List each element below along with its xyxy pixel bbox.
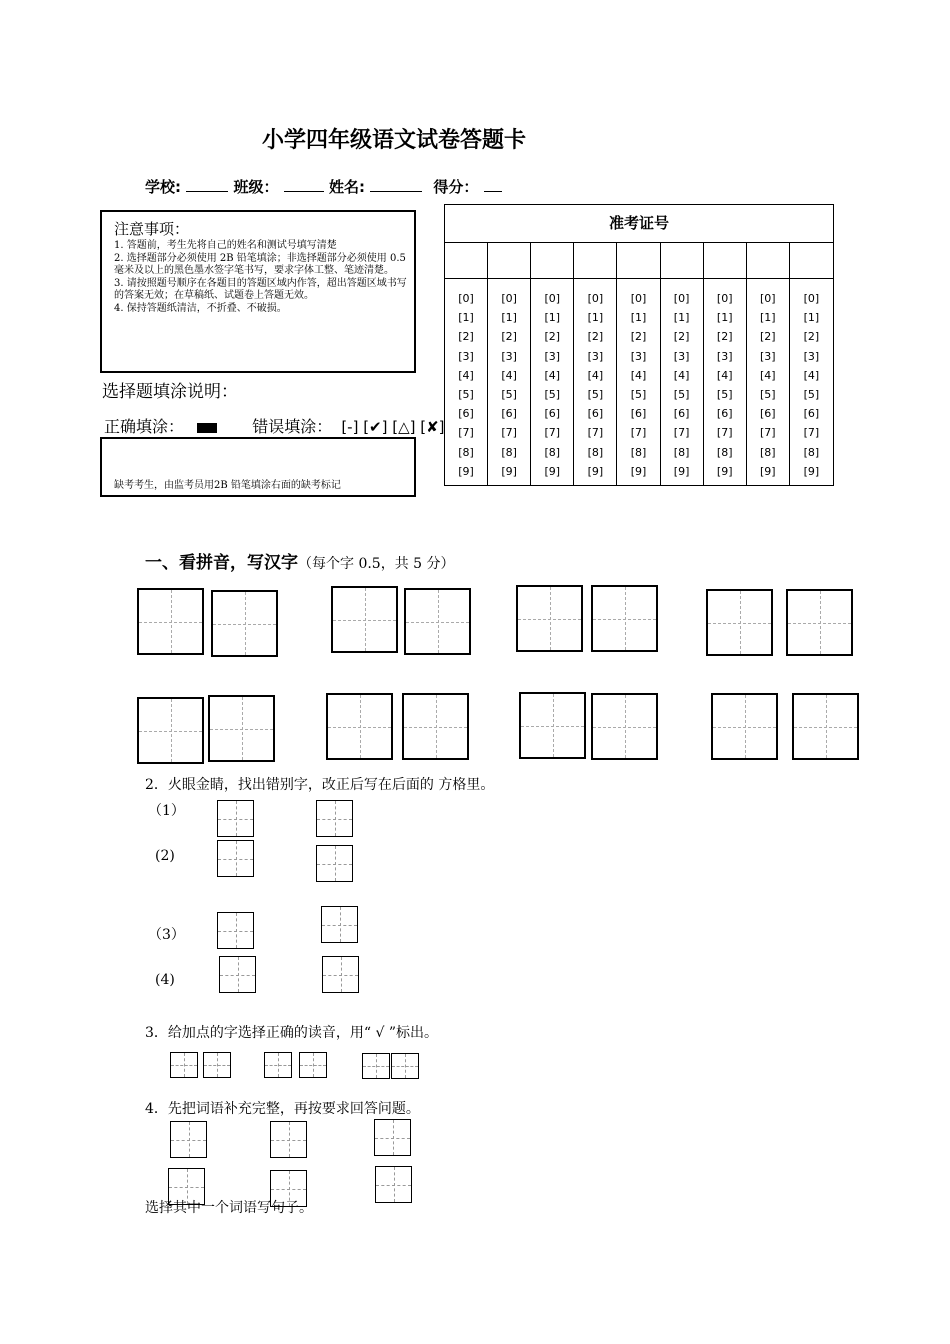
class-field[interactable]	[284, 177, 324, 192]
digit-bubble[interactable]: [0]	[458, 292, 474, 305]
notice-line: 2. 选择题部分必须使用 2B 铅笔填涂；非选择题部分必须使用 0.5 毫米及以上的黑色墨水签字笔书写，要求字体工整、笔迹清楚。	[114, 252, 406, 276]
digit-bubble[interactable]: [0]	[501, 292, 517, 305]
writing-grid-box[interactable]	[217, 840, 254, 877]
digit-bubble[interactable]: [4]	[803, 368, 820, 382]
digit-bubble[interactable]: [7]	[803, 426, 820, 440]
ticket-column	[617, 242, 660, 486]
digit-bubble[interactable]: [5]	[501, 388, 517, 402]
absent-box	[100, 437, 416, 497]
digit-bubble[interactable]: [9]	[716, 464, 733, 478]
writing-grid-box[interactable]	[706, 589, 773, 656]
digit-bubble[interactable]: [5]	[760, 388, 776, 402]
digit-bubble[interactable]: [5]	[803, 388, 820, 402]
writing-grid-box[interactable]	[374, 1119, 411, 1156]
digit-bubble[interactable]: [5]	[587, 388, 604, 402]
digit-bubble[interactable]: [8]	[803, 445, 820, 459]
digit-bubble[interactable]: [2]	[587, 330, 604, 344]
section1-heading	[145, 548, 455, 573]
digit-bubble[interactable]: [9]	[673, 464, 690, 478]
ticket-digit-bubbles	[790, 279, 833, 481]
writing-grid-box[interactable]	[316, 845, 353, 882]
q2-label-1: （1）	[148, 803, 185, 819]
digit-bubble[interactable]: [5]	[630, 388, 647, 402]
notice-line: 4. 保持答题纸清洁，不折叠、不破损。	[114, 302, 287, 314]
ticket-column	[747, 242, 790, 486]
writing-grid-box[interactable]	[316, 800, 353, 837]
digit-bubble[interactable]: [6]	[587, 407, 604, 421]
correct-fill-label: 正确填涂：	[104, 417, 185, 436]
digit-bubble[interactable]: [0]	[544, 292, 561, 305]
question-4-text: 4．先把词语补充完整，再按要求回答问题。	[145, 1101, 420, 1117]
digit-bubble[interactable]: [6]	[630, 407, 647, 421]
digit-bubble[interactable]: [4]	[587, 368, 604, 382]
writing-grid-box[interactable]	[591, 585, 658, 652]
writing-grid-box[interactable]	[270, 1121, 307, 1158]
writing-grid-box[interactable]	[211, 590, 278, 657]
digit-bubble[interactable]: [3]	[803, 349, 820, 363]
digit-bubble[interactable]: [2]	[716, 330, 733, 344]
writing-grid-box[interactable]	[404, 588, 471, 655]
digit-bubble[interactable]: [6]	[501, 407, 517, 421]
page-title: 小学四年级语文试卷答题卡	[262, 128, 527, 153]
digit-bubble[interactable]: [9]	[760, 464, 776, 478]
score-label: 得分：	[433, 178, 479, 196]
digit-bubble[interactable]: [0]	[673, 292, 690, 305]
digit-bubble[interactable]: [3]	[587, 349, 604, 363]
ticket-digit-box[interactable]	[617, 242, 659, 279]
digit-bubble[interactable]: [6]	[458, 407, 474, 421]
writing-grid-box[interactable]	[322, 956, 359, 993]
digit-bubble[interactable]: [6]	[544, 407, 561, 421]
notice-line: 1. 答题前，考生先将自己的姓名和测试号填写清楚	[114, 240, 337, 251]
question-3-text: 3．给加点的字选择正确的读音，用“ √ ”标出。	[145, 1025, 439, 1041]
class-label: 班级：	[233, 178, 279, 196]
digit-bubble[interactable]: [1]	[458, 311, 474, 325]
digit-bubble[interactable]: [4]	[544, 368, 561, 382]
digit-bubble[interactable]: [7]	[587, 426, 604, 440]
digit-bubble[interactable]: [9]	[544, 464, 561, 478]
digit-bubble[interactable]: [1]	[587, 311, 604, 325]
digit-bubble[interactable]: [7]	[760, 426, 776, 440]
digit-bubble[interactable]: [6]	[803, 407, 820, 421]
digit-bubble[interactable]: [3]	[630, 349, 647, 363]
ticket-digit-bubbles	[445, 279, 487, 481]
wrong-fill-label: 错误填涂：	[252, 417, 333, 436]
digit-bubble[interactable]: [8]	[587, 445, 604, 459]
digit-bubble[interactable]: [9]	[587, 464, 604, 478]
ticket-digit-box[interactable]	[445, 242, 487, 279]
writing-grid-box[interactable]	[326, 693, 393, 760]
digit-bubble[interactable]: [2]	[760, 330, 776, 344]
digit-bubble[interactable]: [4]	[630, 368, 647, 382]
digit-bubble[interactable]: [7]	[630, 426, 647, 440]
ticket-digit-box[interactable]	[531, 242, 573, 279]
digit-bubble[interactable]: [3]	[458, 349, 474, 363]
digit-bubble[interactable]: [2]	[630, 330, 647, 344]
section1-note: （每个字 0.5，共 5 分）	[298, 556, 455, 572]
digit-bubble[interactable]: [4]	[501, 368, 517, 382]
ticket-digit-box[interactable]	[661, 242, 703, 279]
digit-bubble[interactable]: [3]	[501, 349, 517, 363]
digit-bubble[interactable]: [2]	[501, 330, 517, 344]
digit-bubble[interactable]: [2]	[544, 330, 561, 344]
digit-bubble[interactable]: [7]	[544, 426, 561, 440]
digit-bubble[interactable]: [6]	[760, 407, 776, 421]
digit-bubble[interactable]: [8]	[760, 445, 776, 459]
digit-bubble[interactable]: [9]	[803, 464, 820, 478]
writing-grid-box[interactable]	[264, 1052, 292, 1078]
digit-bubble[interactable]: [1]	[673, 311, 690, 325]
writing-grid-box[interactable]	[217, 800, 254, 837]
digit-bubble[interactable]: [2]	[673, 330, 690, 344]
digit-bubble[interactable]: [5]	[716, 388, 733, 402]
digit-bubble[interactable]: [4]	[760, 368, 776, 382]
digit-bubble[interactable]: [2]	[803, 330, 820, 344]
digit-bubble[interactable]: [0]	[760, 292, 776, 305]
digit-bubble[interactable]: [8]	[458, 445, 474, 459]
ticket-column	[445, 242, 488, 486]
exam-ticket-grid	[444, 204, 834, 486]
writing-grid-box[interactable]	[591, 693, 658, 760]
digit-bubble[interactable]: [8]	[501, 445, 517, 459]
ticket-column	[488, 242, 531, 486]
digit-bubble[interactable]: [2]	[458, 330, 474, 344]
writing-grid-box[interactable]	[217, 912, 254, 949]
digit-bubble[interactable]: [9]	[501, 464, 517, 478]
writing-grid-box[interactable]	[170, 1121, 207, 1158]
digit-bubble[interactable]: [0]	[716, 292, 733, 305]
digit-bubble[interactable]: [5]	[458, 388, 474, 402]
student-info-line	[145, 176, 502, 197]
digit-bubble[interactable]: [5]	[544, 388, 561, 402]
digit-bubble[interactable]: [3]	[673, 349, 690, 363]
digit-bubble[interactable]: [3]	[544, 349, 561, 363]
digit-bubble[interactable]: [9]	[458, 464, 474, 478]
ticket-digit-bubbles	[704, 279, 746, 481]
digit-bubble[interactable]: [4]	[673, 368, 690, 382]
correct-fill-mark-icon	[197, 423, 217, 433]
ticket-digit-bubbles	[488, 279, 530, 481]
digit-bubble[interactable]: [0]	[587, 292, 604, 305]
digit-bubble[interactable]: [1]	[630, 311, 647, 325]
ticket-digit-bubbles	[617, 279, 659, 481]
fill-instructions-title: 选择题填涂说明：	[102, 382, 238, 402]
q2-label-3: （3）	[148, 927, 185, 943]
digit-bubble[interactable]: [9]	[630, 464, 647, 478]
digit-bubble[interactable]: [7]	[673, 426, 690, 440]
writing-grid-box[interactable]	[203, 1052, 231, 1078]
digit-bubble[interactable]: [7]	[501, 426, 517, 440]
writing-grid-box[interactable]	[375, 1166, 412, 1203]
digit-bubble[interactable]: [6]	[673, 407, 690, 421]
fill-instructions-row	[104, 414, 445, 437]
ticket-column	[704, 242, 747, 486]
writing-grid-box[interactable]	[519, 692, 586, 759]
digit-bubble[interactable]: [1]	[716, 311, 733, 325]
digit-bubble[interactable]: [0]	[803, 292, 820, 305]
ticket-column	[790, 242, 833, 486]
name-field[interactable]	[370, 177, 422, 192]
writing-grid-box[interactable]	[137, 588, 204, 655]
school-label: 学校:	[145, 178, 181, 196]
question-4-sub-text: 选择其中一个词语写句子。	[145, 1200, 313, 1216]
digit-bubble[interactable]: [4]	[458, 368, 474, 382]
digit-bubble[interactable]: [7]	[716, 426, 733, 440]
digit-bubble[interactable]: [1]	[760, 311, 776, 325]
digit-bubble[interactable]: [0]	[630, 292, 647, 305]
digit-bubble[interactable]: [3]	[716, 349, 733, 363]
digit-bubble[interactable]: [8]	[544, 445, 561, 459]
question-2-text: 2．火眼金睛，找出错别字，改正后写在后面的 方格里。	[145, 777, 495, 793]
ticket-digit-box[interactable]	[747, 242, 789, 279]
section1-title: 一、看拼音，写汉字	[145, 553, 298, 573]
ticket-digit-box[interactable]	[790, 242, 833, 279]
writing-grid-box[interactable]	[391, 1053, 419, 1079]
notice-title: 注意事项：	[114, 220, 190, 238]
ticket-title: 准考证号	[445, 205, 833, 243]
writing-grid-box[interactable]	[331, 586, 398, 653]
digit-bubble[interactable]: [8]	[716, 445, 733, 459]
ticket-digit-box[interactable]	[704, 242, 746, 279]
school-field[interactable]	[186, 177, 228, 192]
notice-text	[114, 240, 412, 315]
writing-grid-box[interactable]	[299, 1052, 327, 1078]
ticket-digit-bubbles	[531, 279, 573, 481]
writing-grid-box[interactable]	[321, 906, 358, 943]
ticket-digit-box[interactable]	[574, 242, 616, 279]
digit-bubble[interactable]: [8]	[630, 445, 647, 459]
writing-grid-box[interactable]	[208, 695, 275, 762]
notice-line: 3. 请按照题号顺序在各题目的答题区域内作答，超出答题区域书写的答案无效；在草稿纸、试题卷上答题无效。	[114, 277, 407, 301]
writing-grid-box[interactable]	[170, 1052, 198, 1078]
notice-box	[100, 210, 416, 373]
q2-label-4: (4)	[155, 972, 175, 988]
wrong-fill-marks-icon: [-] [✔] [△] [✘]	[341, 418, 445, 436]
writing-grid-box[interactable]	[402, 693, 469, 760]
ticket-digit-bubbles	[574, 279, 616, 481]
writing-grid-box[interactable]	[362, 1053, 390, 1079]
digit-bubble[interactable]: [6]	[716, 407, 733, 421]
digit-bubble[interactable]: [8]	[673, 445, 690, 459]
digit-bubble[interactable]: [7]	[458, 426, 474, 440]
writing-grid-box[interactable]	[219, 956, 256, 993]
ticket-digit-box[interactable]	[488, 242, 530, 279]
ticket-column	[531, 242, 574, 486]
digit-bubble[interactable]: [1]	[501, 311, 517, 325]
q2-label-2: (2)	[155, 848, 175, 864]
digit-bubble[interactable]: [3]	[760, 349, 776, 363]
digit-bubble[interactable]: [1]	[544, 311, 561, 325]
ticket-column	[574, 242, 617, 486]
name-label: 姓名:	[328, 178, 365, 196]
writing-grid-box[interactable]	[137, 697, 204, 764]
writing-grid-box[interactable]	[711, 693, 778, 760]
digit-bubble[interactable]: [1]	[803, 311, 820, 325]
ticket-column	[661, 242, 704, 486]
writing-grid-box[interactable]	[786, 589, 853, 656]
writing-grid-box[interactable]	[516, 585, 583, 652]
score-field[interactable]	[484, 177, 502, 192]
digit-bubble[interactable]: [4]	[716, 368, 733, 382]
ticket-digit-bubbles	[661, 279, 703, 481]
ticket-digit-bubbles	[747, 279, 789, 481]
digit-bubble[interactable]: [5]	[673, 388, 690, 402]
absent-text: 缺考考生，由监考员用2B 铅笔填涂右面的缺考标记	[114, 480, 341, 491]
writing-grid-box[interactable]	[792, 693, 859, 760]
